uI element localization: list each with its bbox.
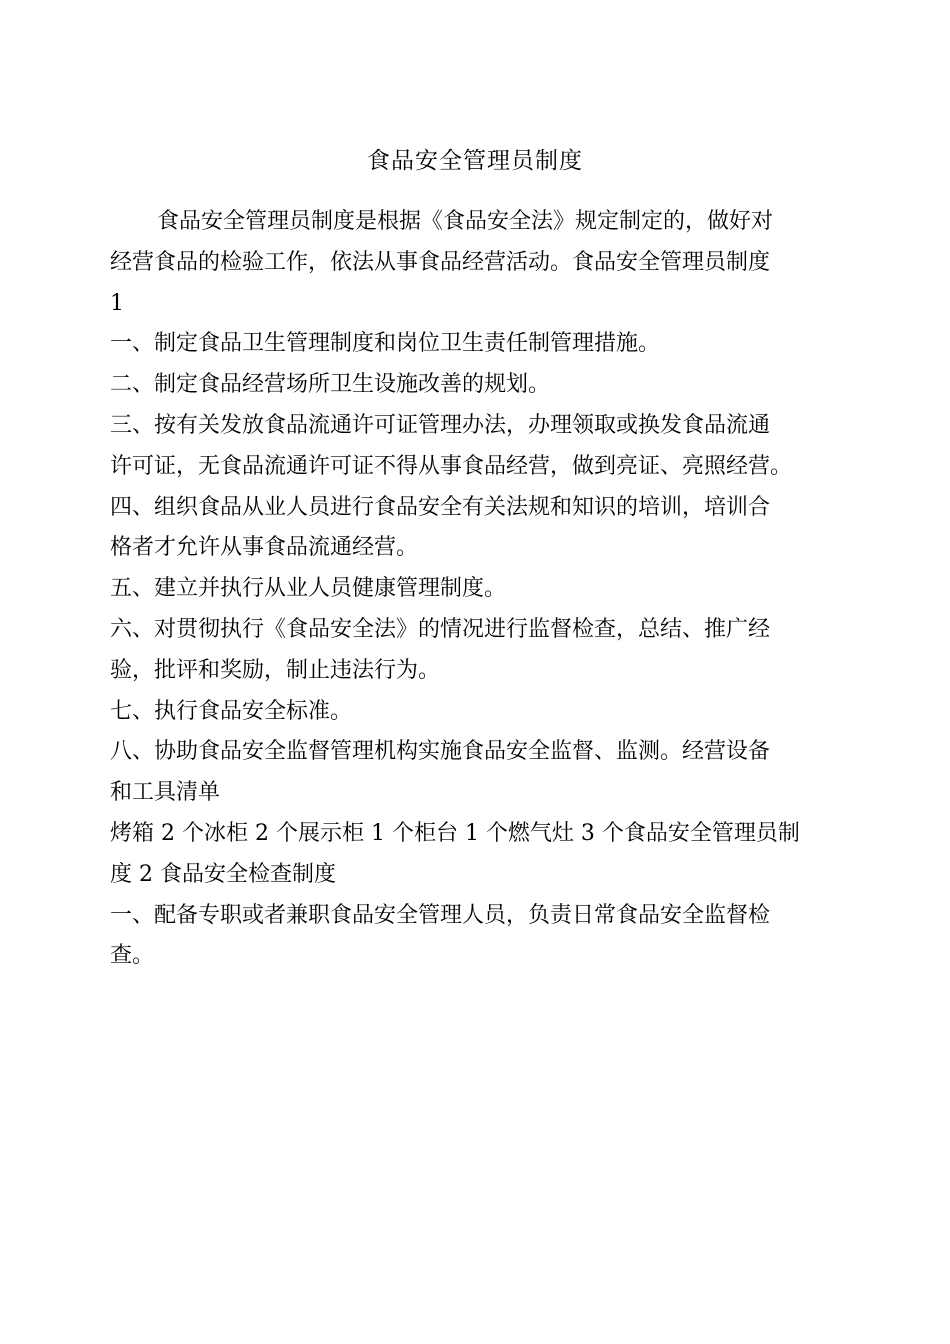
body-line: 烤箱 2 个冰柜 2 个展示柜 1 个柜台 1 个燃气灶 3 个食品安全管理员制 — [110, 820, 800, 846]
body-line: 三、按有关发放食品流通许可证管理办法，办理领取或换发食品流通 — [110, 412, 771, 438]
body-line: 1 — [110, 290, 124, 316]
body-line: 许可证，无食品流通许可证不得从事食品经营，做到亮证、亮照经营。 — [110, 453, 793, 479]
body-line: 格者才允许从事食品流通经营。 — [110, 535, 419, 561]
body-line: 和工具清单 — [110, 780, 221, 806]
document-body — [110, 202, 832, 977]
body-line: 食品安全管理员制度是根据《食品安全法》规定制定的，做好对 — [157, 209, 774, 234]
body-line: 二、制定食品经营场所卫生设施改善的规划。 — [110, 372, 551, 398]
body-line: 八、协助食品安全监督管理机构实施食品安全监督、监测。经营设备 — [110, 739, 771, 765]
body-line: 四、组织食品从业人员进行食品安全有关法规和知识的培训，培训合 — [110, 494, 771, 520]
body-line: 经营食品的检验工作，依法从事食品经营活动。食品安全管理员制度 — [110, 249, 771, 275]
body-line: 度 2 食品安全检查制度 — [110, 861, 336, 887]
body-line: 五、建立并执行从业人员健康管理制度。 — [110, 576, 507, 602]
body-line: 七、执行食品安全标准。 — [110, 698, 353, 724]
body-line: 六、对贯彻执行《食品安全法》的情况进行监督检查，总结、推广经 — [110, 616, 771, 642]
body-line: 验，批评和奖励，制止违法行为。 — [110, 657, 441, 683]
body-line: 一、制定食品卫生管理制度和岗位卫生责任制管理措施。 — [110, 331, 661, 357]
body-line: 查。 — [110, 943, 155, 969]
body-line: 一、配备专职或者兼职食品安全管理人员，负责日常食品安全监督检 — [110, 902, 771, 928]
document-title: 食品安全管理员制度 — [367, 148, 583, 174]
